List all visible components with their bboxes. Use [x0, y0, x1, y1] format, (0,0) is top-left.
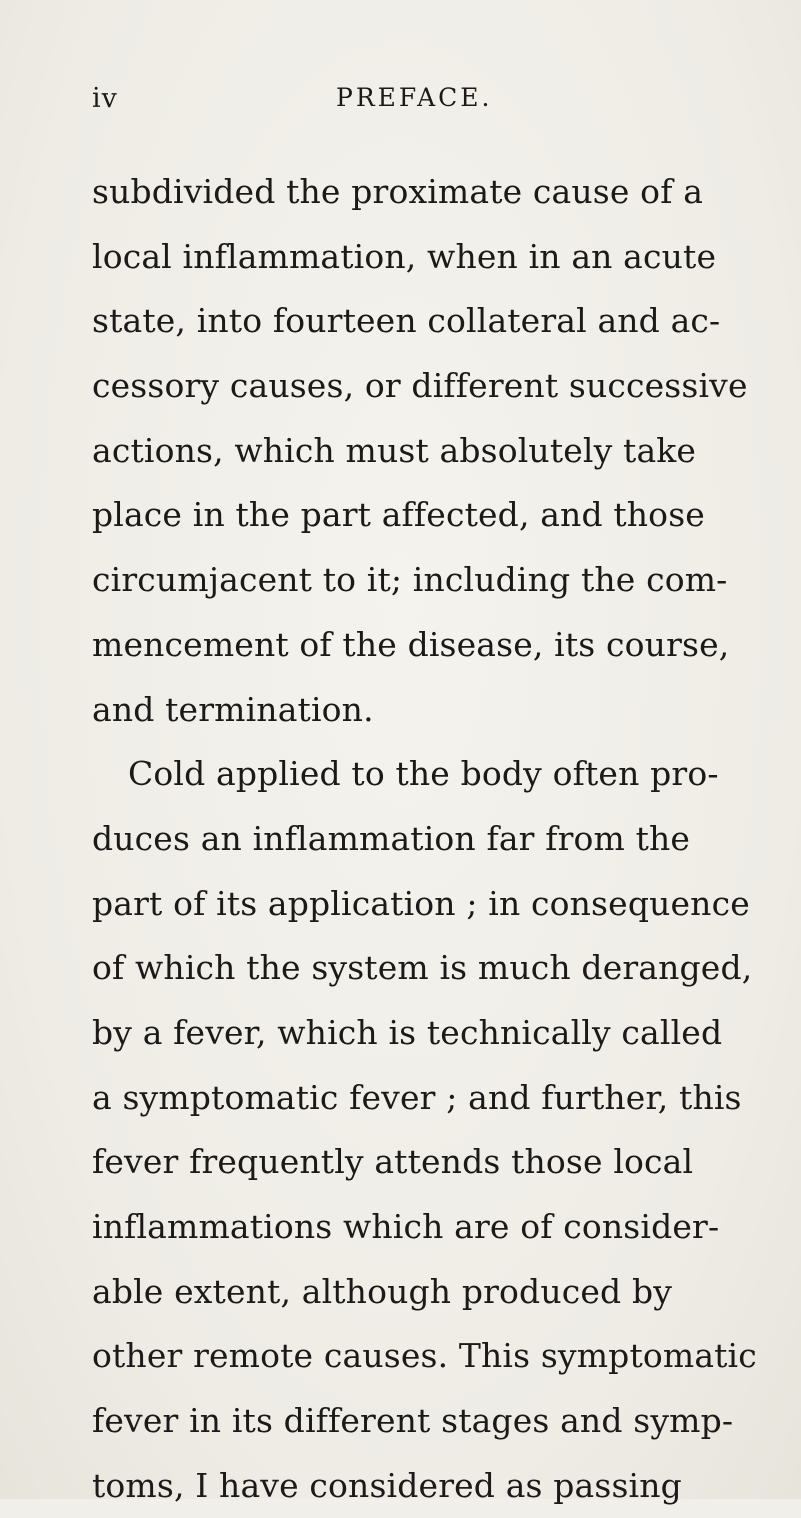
body-text: [92, 160, 782, 1518]
text-line: cessory causes, or different successive: [92, 366, 748, 406]
text-line: actions, which must absolutely take: [92, 430, 697, 470]
text-line: other remote causes. This symptomatic: [92, 1336, 757, 1376]
text-line: fever frequently attends those local: [92, 1142, 694, 1182]
text-line: fever in its different stages and symp-: [92, 1401, 734, 1441]
text-line: inflammations which are of consider-: [92, 1207, 720, 1246]
text-line: mencement of the disease, its course,: [92, 624, 730, 664]
text-line: state, into fourteen collateral and ac-: [92, 301, 721, 341]
text-line: duces an inflammation far from the: [92, 818, 691, 858]
text-line: and termination.: [92, 689, 374, 729]
text-line: place in the part affected, and those: [92, 495, 705, 535]
text-line: local inflammation, when in an acute: [92, 236, 717, 276]
text-line: part of its application ; in consequence: [92, 883, 750, 923]
text-line: a symptomatic fever ; and further, this: [92, 1077, 742, 1117]
page-number: iv: [92, 83, 118, 114]
page-header: [92, 83, 682, 123]
text-line: subdivided the proximate cause of a: [92, 172, 704, 211]
running-head: PREFACE.: [336, 83, 493, 112]
text-line: toms, I have considered as passing: [92, 1465, 682, 1505]
text-line: of which the system is much deranged,: [92, 948, 753, 988]
text-line: able extent, although produced by: [92, 1271, 673, 1311]
paragraph-start-line: Cold applied to the body often pro-: [128, 754, 719, 794]
text-line: circumjacent to it; including the com-: [92, 560, 728, 600]
text-line: by a fever, which is technically called: [92, 1012, 723, 1052]
